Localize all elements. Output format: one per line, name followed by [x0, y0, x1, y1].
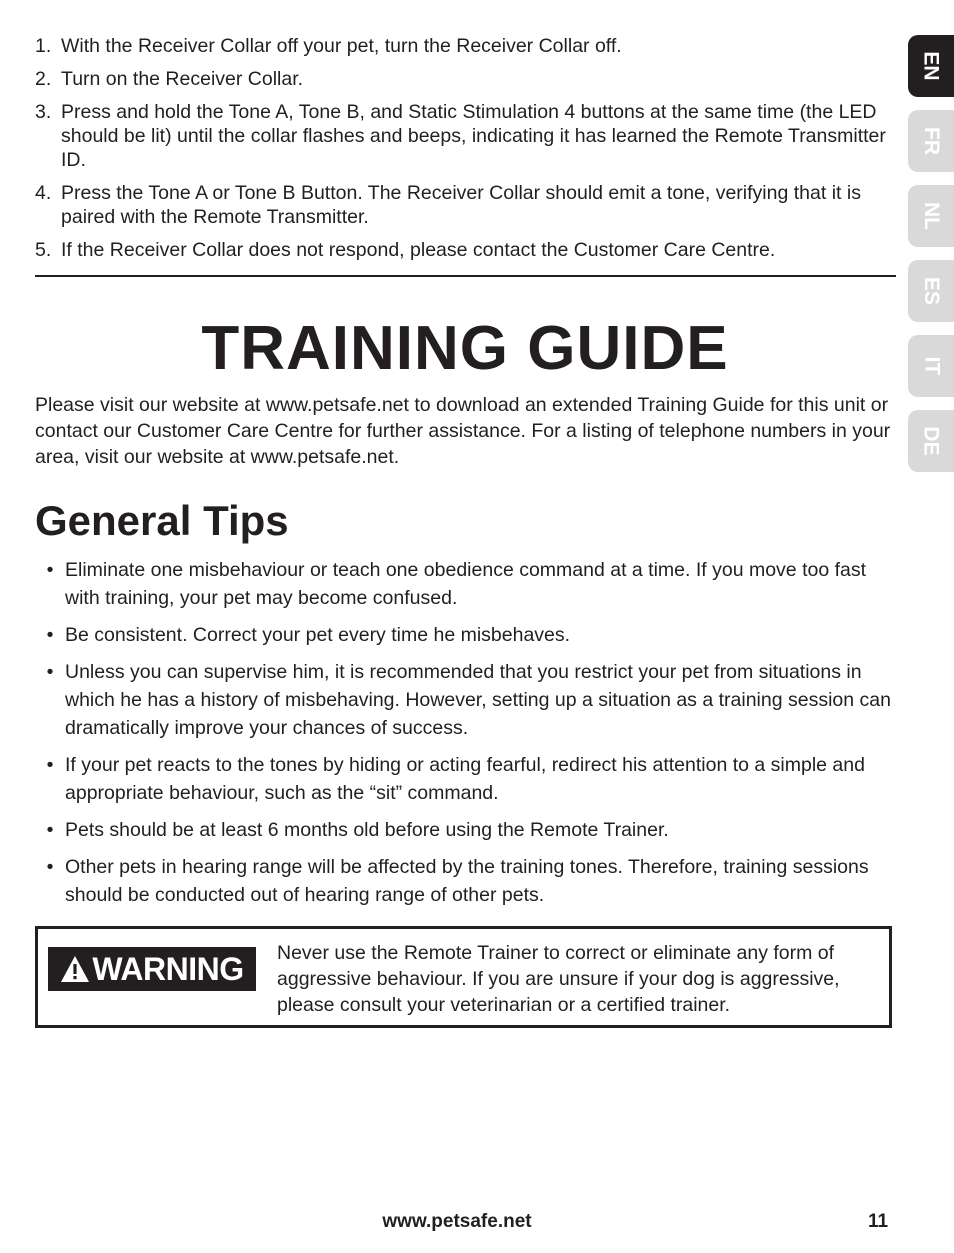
bullet-icon: • [46, 559, 54, 581]
warning-badge [48, 947, 256, 991]
footer-url: www.petsafe.net [382, 1211, 532, 1232]
step-item: 5. If the Receiver Collar does not respond, please contact the Customer Care Centre. [35, 239, 776, 261]
step-item: 4. Press the Tone A or Tone B Button. The Receiver Collar should emit a tone, verifying that it is paired with the Remote Transmitter. [35, 182, 861, 228]
bullet-icon: • [46, 754, 54, 776]
tip-item: • Be consistent. Correct your pet every time he misbehaves. [35, 621, 901, 649]
bullet-icon: • [46, 624, 54, 646]
warning-text: Never use the Remote Trainer to correct or eliminate any form of aggressive behaviour. If you are unsure if your dog is aggressive, please consult your veterinarian or a certified trainer. [277, 942, 840, 1016]
section-divider [35, 275, 896, 277]
tab-it[interactable]: IT [908, 335, 954, 397]
tip-item: • Other pets in hearing range will be affected by the training tones. Therefore, training sessions should be conducted out of hearing range of other pets. [35, 853, 901, 909]
general-tips-list [35, 556, 901, 918]
intro-paragraph: Please visit our website at www.petsafe.net to download an extended Training Guide for this unit or contact our Customer Care Centre for further assistance. For a listing of telephone numbers in your area, visit our website at www.petsafe.net. [35, 394, 891, 468]
language-tabs [908, 35, 954, 485]
warning-label: WARNING [92, 950, 244, 987]
tab-de[interactable]: DE [908, 410, 954, 472]
tab-es[interactable]: ES [908, 260, 954, 322]
tip-item: • If your pet reacts to the tones by hiding or acting fearful, redirect his attention to a simple and appropriate behaviour, such as the “sit” command. [35, 751, 901, 807]
page-title: TRAINING GUIDE [201, 314, 729, 383]
bullet-icon: • [46, 819, 54, 841]
tab-fr[interactable]: FR [908, 110, 954, 172]
bullet-icon: • [46, 661, 54, 683]
pairing-steps-list [35, 34, 900, 271]
general-tips-heading: General Tips [35, 497, 289, 544]
warning-triangle-icon [60, 955, 90, 983]
step-item: 2. Turn on the Receiver Collar. [35, 68, 304, 90]
warning-box [35, 926, 892, 1028]
step-item: 3. Press and hold the Tone A, Tone B, and Static Stimulation 4 buttons at the same time (the LED should be lit) until the collar flashes and beeps, indicating it has learned the Remote Transmitter ID. [35, 101, 886, 171]
page-number: 11 [868, 1211, 889, 1232]
tab-nl[interactable]: NL [908, 185, 954, 247]
bullet-icon: • [46, 856, 54, 878]
step-item: 1. With the Receiver Collar off your pet, turn the Receiver Collar off. [35, 35, 622, 57]
tip-item: • Eliminate one misbehaviour or teach one obedience command at a time. If you move too fast with training, your pet may become confused. [35, 556, 901, 612]
tip-item: • Pets should be at least 6 months old before using the Remote Trainer. [35, 816, 901, 844]
tab-en[interactable]: EN [908, 35, 954, 97]
tip-item: • Unless you can supervise him, it is recommended that you restrict your pet from situations in which he has a history of misbehaving. However, setting up a situation as a training session can dramatically improve your chances of success. [35, 658, 901, 742]
